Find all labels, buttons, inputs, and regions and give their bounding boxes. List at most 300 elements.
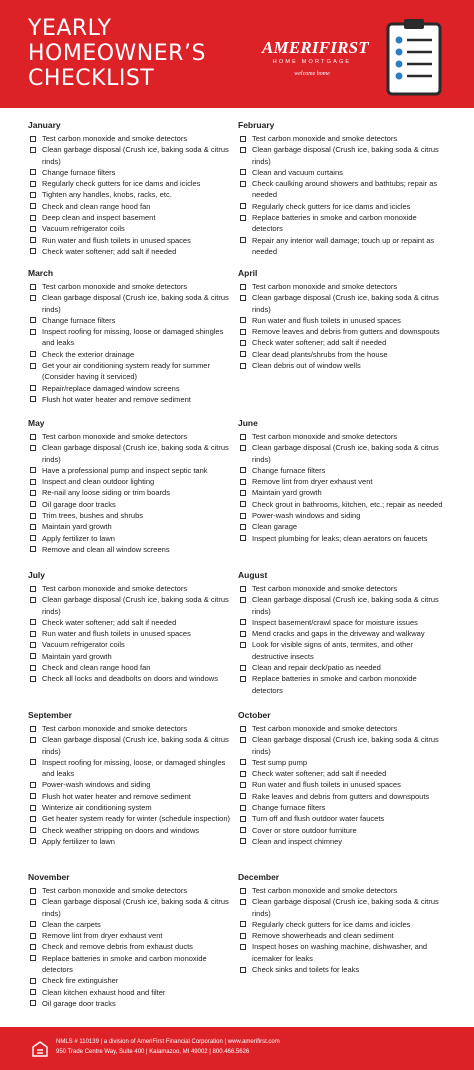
checklist-item-label: Flush hot water heater and remove sediment	[42, 791, 191, 801]
checkbox[interactable]	[30, 215, 36, 221]
checkbox[interactable]	[240, 793, 246, 799]
checklist-item-label: Check water softener; add salt if needed	[42, 617, 177, 627]
month-october	[238, 710, 446, 847]
checklist-item-label: Test carbon monoxide and smoke detectors	[42, 724, 188, 733]
checkbox[interactable]	[30, 642, 36, 648]
checklist-item-label: Clean the carpets	[42, 919, 101, 929]
checkbox[interactable]	[240, 203, 246, 209]
checkbox[interactable]	[30, 169, 36, 175]
checklist-item	[28, 757, 236, 780]
checkbox[interactable]	[30, 619, 36, 625]
checklist-item	[238, 133, 446, 144]
checklist-item	[28, 734, 236, 757]
checkbox[interactable]	[30, 490, 36, 496]
month-heading: February	[238, 120, 275, 130]
checkbox[interactable]	[30, 513, 36, 519]
checklist-item-label: Replace batteries in smoke and carbon monoxide detectors	[252, 674, 417, 695]
checkbox[interactable]	[30, 524, 36, 530]
checkbox[interactable]	[240, 631, 246, 637]
checkbox[interactable]	[240, 921, 246, 927]
checklist-item-label: Oil garage door tracks	[42, 998, 116, 1008]
checklist-item	[28, 349, 236, 360]
checklist-item-label: Clear dead plants/shrubs from the house	[252, 349, 388, 359]
checkbox[interactable]	[240, 586, 246, 592]
checkbox[interactable]	[30, 445, 36, 451]
title-line: YEARLY	[28, 16, 112, 41]
checklist-item-label: Get heater system ready for winter (schedule inspection)	[42, 814, 231, 824]
checkbox[interactable]	[30, 237, 36, 243]
checklist-item-label: Clean debris out of window wells	[252, 361, 361, 371]
checklist-item-label: Replace batteries in smoke and carbon monoxide detectors	[252, 213, 417, 234]
checklist-item	[238, 521, 446, 532]
checklist-item-label: Run water and flush toilets in unused spaces	[252, 780, 401, 790]
checklist-item	[28, 941, 236, 952]
checkbox[interactable]	[240, 513, 246, 519]
checklist-item-label: Inspect plumbing for leaks; clean aerators on faucets	[252, 533, 428, 543]
checklist-item	[238, 734, 446, 757]
footer-line-2: 950 Trade Centre Way, Suite 400 | Kalamazoo, MI 49002 | 800.466.5626	[56, 1049, 250, 1055]
checklist-item-label: Clean garbage disposal (Crush ice, baking soda & citrus rinds)	[252, 443, 439, 464]
checkbox[interactable]	[30, 737, 36, 743]
checklist-item	[238, 757, 446, 768]
checklist-item-label: Change furnace filters	[252, 803, 326, 813]
checkbox[interactable]	[30, 181, 36, 187]
month-august	[238, 570, 446, 696]
checkbox[interactable]	[30, 295, 36, 301]
checklist-item	[28, 487, 236, 498]
checklist-item	[28, 394, 236, 405]
checklist-item	[28, 521, 236, 532]
checkbox[interactable]	[240, 838, 246, 844]
checklist-item	[238, 281, 446, 292]
checklist-item	[28, 189, 236, 200]
checkbox[interactable]	[240, 597, 246, 603]
checkbox[interactable]	[240, 295, 246, 301]
checklist-item-label: Test carbon monoxide and smoke detectors	[252, 282, 398, 291]
month-december	[238, 872, 446, 975]
checklist-item	[238, 836, 446, 847]
checklist-item-label: Regularly check gutters for ice dams and icicles	[252, 919, 411, 929]
checkbox[interactable]	[30, 1000, 36, 1006]
title-line: CHECKLIST	[28, 66, 155, 91]
checklist-item	[238, 639, 446, 662]
checklist-item	[28, 594, 236, 617]
checklist-item	[238, 337, 446, 348]
checkbox[interactable]	[30, 944, 36, 950]
checklist-item-label: Flush hot water heater and remove sediment	[42, 394, 191, 404]
checklist-item-label: Maintain yard growth	[42, 522, 112, 532]
checklist-item	[28, 383, 236, 394]
checklist-item	[28, 930, 236, 941]
month-september	[28, 710, 236, 847]
checklist-item	[28, 533, 236, 544]
month-july	[28, 570, 236, 685]
checkbox[interactable]	[240, 619, 246, 625]
checklist-item-label: Test carbon monoxide and smoke detectors	[42, 134, 188, 143]
checkbox[interactable]	[30, 782, 36, 788]
checklist-item	[238, 723, 446, 734]
checklist-item-label: Check caulking around showers and bathtubs; repair as needed	[252, 179, 438, 200]
checklist-item	[28, 212, 236, 223]
checkbox[interactable]	[30, 385, 36, 391]
checklist-item-label: Mend cracks and gaps in the driveway and walkway	[252, 629, 425, 639]
checkbox[interactable]	[30, 434, 36, 440]
checklist-item	[28, 167, 236, 178]
checklist-item	[238, 178, 446, 201]
brand-tagline: welcome home	[294, 71, 330, 77]
checklist-item-label: Maintain yard growth	[252, 488, 322, 498]
checkbox[interactable]	[30, 479, 36, 485]
checkbox[interactable]	[30, 805, 36, 811]
checklist-item	[28, 476, 236, 487]
checklist-item	[28, 235, 236, 246]
checklist-item-label: Clean garbage disposal (Crush ice, baking soda & citrus rinds)	[42, 443, 229, 464]
checklist-item-label: Check and remove debris from exhaust ducts	[42, 942, 193, 952]
checkbox[interactable]	[240, 805, 246, 811]
checkbox[interactable]	[240, 490, 246, 496]
month-heading: September	[28, 710, 72, 720]
checklist-item-label: Trim trees, bushes and shrubs	[42, 511, 144, 521]
checklist-item	[238, 583, 446, 594]
checklist-item-label: Test carbon monoxide and smoke detectors	[252, 724, 398, 733]
checklist-item	[28, 360, 236, 383]
checkbox[interactable]	[30, 676, 36, 682]
brand-logo	[262, 38, 369, 77]
checklist-item-label: Regularly check gutters for ice dams and icicles	[42, 179, 201, 189]
checklist-item	[238, 791, 446, 802]
checklist-item	[28, 544, 236, 555]
month-june	[238, 418, 446, 544]
checklist-item-label: Test carbon monoxide and smoke detectors	[42, 432, 188, 441]
checklist-item-label: Clean garbage disposal (Crush ice, baking soda & citrus rinds)	[252, 145, 439, 166]
checklist-item-label: Clean garage	[252, 522, 298, 532]
checkbox[interactable]	[30, 351, 36, 357]
checklist-item-label: Maintain yard growth	[42, 651, 112, 661]
checkbox[interactable]	[240, 215, 246, 221]
checklist-item-label: Tighten any handles, knobs, racks, etc.	[42, 190, 172, 200]
checklist-item-label: Clean garbage disposal (Crush ice, baking soda & citrus rinds)	[252, 897, 439, 918]
checkbox[interactable]	[30, 827, 36, 833]
checkbox[interactable]	[240, 351, 246, 357]
checklist-item-label: Inspect hoses on washing machine, dishwasher, and icemaker for leaks	[252, 942, 428, 963]
checklist-item-label: Repair/replace damaged window screens	[42, 383, 180, 393]
checkbox[interactable]	[30, 284, 36, 290]
checklist-item	[238, 964, 446, 975]
checklist-item-label: Clean and repair deck/patio as needed	[252, 663, 381, 673]
checklist-item-label: Clean and inspect chimney	[252, 836, 343, 846]
checklist-item	[28, 431, 236, 442]
checklist-item	[28, 639, 236, 650]
checklist-item	[238, 825, 446, 836]
checklist-item-label: Test carbon monoxide and smoke detectors	[42, 886, 188, 895]
checklist-item-label: Remove lint from dryer exhaust vent	[252, 477, 373, 487]
checklist-item	[28, 651, 236, 662]
checkbox[interactable]	[240, 237, 246, 243]
checklist-item-label: Oil garage door tracks	[42, 499, 116, 509]
checklist-item-label: Check sinks and toilets for leaks	[252, 965, 360, 975]
checklist-item-label: Re-nail any loose siding or trim boards	[42, 488, 170, 498]
checkbox[interactable]	[30, 838, 36, 844]
checkbox[interactable]	[30, 726, 36, 732]
checklist-item	[28, 896, 236, 919]
checklist-item	[238, 802, 446, 813]
checklist-item	[238, 326, 446, 337]
checklist-item-label: Regularly check gutters for ice dams and icicles	[252, 201, 411, 211]
checkbox[interactable]	[240, 665, 246, 671]
checklist-item-label: Replace batteries in smoke and carbon monoxide detectors	[42, 953, 207, 975]
checkbox[interactable]	[30, 317, 36, 323]
checkbox[interactable]	[240, 967, 246, 973]
checklist-item	[28, 223, 236, 234]
checkbox[interactable]	[30, 989, 36, 995]
checkbox[interactable]	[240, 759, 246, 765]
checklist-item	[28, 281, 236, 292]
checklist-item	[28, 953, 236, 976]
checklist-item	[238, 315, 446, 326]
checklist-item-label: Check weather stripping on doors and windows	[42, 825, 200, 835]
page-title	[28, 16, 206, 91]
footer	[0, 1027, 474, 1070]
checklist-item-label: Inspect roofing for missing, loose or damaged shingles and leaks	[42, 327, 224, 348]
month-february	[238, 120, 446, 257]
checkbox[interactable]	[30, 955, 36, 961]
title-line: HOMEOWNER’S	[28, 41, 206, 66]
checkbox[interactable]	[240, 445, 246, 451]
checkbox[interactable]	[30, 546, 36, 552]
checklist-item-label: Clean garbage disposal (Crush ice, baking soda & citrus rinds)	[42, 735, 229, 756]
checklist-item-label: Test carbon monoxide and smoke detectors	[252, 432, 398, 441]
checklist-item	[28, 201, 236, 212]
checkbox[interactable]	[30, 665, 36, 671]
checklist-item-label: Run water and flush toilets in unused spaces	[42, 629, 191, 639]
checklist-item	[28, 617, 236, 628]
checkbox[interactable]	[240, 782, 246, 788]
checkbox[interactable]	[30, 888, 36, 894]
checkbox[interactable]	[240, 899, 246, 905]
checklist-item-label: Test carbon monoxide and smoke detectors	[42, 584, 188, 593]
checkbox[interactable]	[30, 203, 36, 209]
checkbox[interactable]	[240, 136, 246, 142]
checkbox[interactable]	[240, 147, 246, 153]
checklist-item-label: Check the exterior drainage	[42, 349, 135, 359]
checklist-item-label: Vacuum refrigerator coils	[42, 640, 125, 650]
checkbox[interactable]	[240, 284, 246, 290]
checkbox[interactable]	[240, 479, 246, 485]
checklist-item-label: Rake leaves and debris from gutters and downspouts	[252, 791, 430, 801]
checklist-item	[238, 349, 446, 360]
month-heading: June	[238, 418, 258, 428]
checkbox[interactable]	[240, 524, 246, 530]
checklist-item-label: Turn off and flush outdoor water faucets	[252, 814, 385, 824]
checkbox[interactable]	[30, 978, 36, 984]
checkbox[interactable]	[30, 329, 36, 335]
checkbox[interactable]	[30, 899, 36, 905]
checklist-item-label: Change furnace filters	[42, 167, 116, 177]
checklist-item	[238, 533, 446, 544]
checkbox[interactable]	[30, 147, 36, 153]
checklist-item	[28, 802, 236, 813]
checklist-item	[28, 919, 236, 930]
checklist-item-label: Have a professional pump and inspect septic tank	[42, 465, 208, 475]
checkbox[interactable]	[30, 535, 36, 541]
checkbox[interactable]	[30, 226, 36, 232]
checkbox[interactable]	[30, 586, 36, 592]
checkbox[interactable]	[30, 501, 36, 507]
header-banner	[0, 0, 474, 108]
checkbox[interactable]	[240, 642, 246, 648]
checkbox[interactable]	[240, 771, 246, 777]
checklist-item	[238, 167, 446, 178]
checklist-item-label: Clean kitchen exhaust hood and filter	[42, 987, 166, 997]
checkbox[interactable]	[30, 597, 36, 603]
checkbox[interactable]	[240, 467, 246, 473]
month-heading: November	[28, 872, 70, 882]
checkbox[interactable]	[240, 317, 246, 323]
checklist-item	[28, 315, 236, 326]
checklist-item	[28, 836, 236, 847]
checklist-item-label: Check water softener; add salt if needed	[42, 246, 177, 256]
checklist-item	[238, 768, 446, 779]
checkbox[interactable]	[30, 192, 36, 198]
checklist-item	[28, 813, 236, 824]
checkbox[interactable]	[240, 501, 246, 507]
checklist-item-label: Run water and flush toilets in unused spaces	[42, 235, 191, 245]
checkbox[interactable]	[240, 737, 246, 743]
month-april	[238, 268, 446, 371]
footer-line-1: NMLS # 110139 | a division of AmeriFirst Financial Corporation | www.amerifirst.com	[56, 1039, 280, 1045]
checkbox[interactable]	[30, 759, 36, 765]
checklist-item	[28, 662, 236, 673]
checkbox[interactable]	[240, 944, 246, 950]
checklist-item-label: Check and clean range hood fan	[42, 663, 151, 673]
checklist-item	[238, 896, 446, 919]
checkbox[interactable]	[240, 363, 246, 369]
checklist-item	[28, 628, 236, 639]
month-heading: December	[238, 872, 280, 882]
checklist-item	[28, 246, 236, 257]
checklist-item-label: Test carbon monoxide and smoke detectors	[252, 134, 398, 143]
checklist-item-label: Clean garbage disposal (Crush ice, baking soda & citrus rinds)	[252, 735, 439, 756]
checklist-item-label: Test carbon monoxide and smoke detectors	[42, 282, 188, 291]
checklist-item-label: Get your air conditioning system ready for summer (Consider having it serviced)	[42, 361, 210, 382]
checklist-item	[238, 476, 446, 487]
checklist-item	[238, 885, 446, 896]
checkbox[interactable]	[30, 631, 36, 637]
month-january	[28, 120, 236, 257]
checkbox[interactable]	[30, 921, 36, 927]
checkbox[interactable]	[240, 434, 246, 440]
checklist-item	[28, 825, 236, 836]
checkbox[interactable]	[240, 827, 246, 833]
checklist-item	[238, 617, 446, 628]
checkbox[interactable]	[30, 933, 36, 939]
checklist-item-label: Remove leaves and debris from gutters and downspouts	[252, 327, 440, 337]
checklist-item-label: Inspect and clean outdoor lighting	[42, 477, 155, 487]
checklist-item-label: Clean garbage disposal (Crush ice, baking soda & citrus rinds)	[42, 293, 229, 314]
clipboard-checklist-icon	[384, 16, 444, 96]
checklist-item-label: Apply fertilizer to lawn	[42, 533, 115, 543]
checklist-item	[238, 487, 446, 498]
checklist-item	[28, 499, 236, 510]
checklist-item	[238, 431, 446, 442]
checklist-item	[28, 292, 236, 315]
checkbox[interactable]	[240, 816, 246, 822]
checkbox[interactable]	[240, 726, 246, 732]
checklist-item-label: Clean garbage disposal (Crush ice, baking soda & citrus rinds)	[42, 595, 229, 616]
checkbox[interactable]	[30, 793, 36, 799]
checklist-item	[238, 499, 446, 510]
checklist-item-label: Deep clean and inspect basement	[42, 213, 156, 223]
checklist-item-label: Clean and vacuum curtains	[252, 167, 343, 177]
month-heading: March	[28, 268, 54, 278]
checkbox[interactable]	[240, 535, 246, 541]
checklist-item-label: Check fire extinguisher	[42, 976, 119, 986]
checkbox[interactable]	[30, 136, 36, 142]
month-march	[28, 268, 236, 405]
checkbox[interactable]	[240, 181, 246, 187]
checkbox[interactable]	[240, 676, 246, 682]
checklist-item	[238, 144, 446, 167]
checkbox[interactable]	[30, 816, 36, 822]
brand-name: AMERIFIRST	[262, 38, 369, 57]
brand-sub: HOME MORTGAGE	[272, 59, 352, 65]
checklist-item	[28, 975, 236, 986]
checklist-item-label: Clean garbage disposal (Crush ice, baking soda & citrus rinds)	[42, 145, 229, 166]
checkbox[interactable]	[30, 248, 36, 254]
checklist-item	[238, 360, 446, 371]
checkbox[interactable]	[30, 396, 36, 402]
checklist-item-label: Clean garbage disposal (Crush ice, baking soda & citrus rinds)	[42, 897, 229, 918]
checklist-item-label: Clean garbage disposal (Crush ice, baking soda & citrus rinds)	[252, 293, 439, 314]
checklist-item-label: Test carbon monoxide and smoke detectors	[252, 886, 398, 895]
checklist-item-label: Remove lint from dryer exhaust vent	[42, 931, 163, 941]
checklist-item-label: Check grout in bathrooms, kitchen, etc.; repair as needed	[252, 499, 443, 509]
checklist-item	[238, 594, 446, 617]
checklist-item-label: Check all locks and deadbolts on doors and windows	[42, 674, 218, 684]
checklist-item-label: Repair any interior wall damage; touch up or repaint as needed	[252, 235, 435, 256]
checklist-item	[238, 813, 446, 824]
checkbox[interactable]	[240, 329, 246, 335]
checklist-item	[28, 673, 236, 684]
month-heading: October	[238, 710, 271, 720]
checklist-item-label: Clean garbage disposal (Crush ice, baking soda & citrus rinds)	[252, 595, 439, 616]
checklist-item	[238, 662, 446, 673]
checklist-item-label: Remove and clean all window screens	[42, 544, 170, 554]
checklist-item	[238, 201, 446, 212]
checkbox[interactable]	[240, 169, 246, 175]
checklist-item	[28, 791, 236, 802]
checklist-item	[28, 133, 236, 144]
checkbox[interactable]	[30, 467, 36, 473]
checklist-item-label: Inspect basement/crawl space for moisture issues	[252, 617, 418, 627]
month-heading: January	[28, 120, 61, 130]
checklist-item-label: Apply fertilizer to lawn	[42, 836, 115, 846]
checklist-item-label: Inspect roofing for missing, loose, or damaged shingles and leaks	[42, 757, 226, 779]
checklist-item-label: Test carbon monoxide and smoke detectors	[252, 584, 398, 593]
checklist-item	[28, 987, 236, 998]
checkbox[interactable]	[240, 888, 246, 894]
checkbox[interactable]	[240, 340, 246, 346]
checklist-item-label: Remove showerheads and clean sediment	[252, 931, 394, 941]
checklist-item-label: Power-wash windows and siding	[42, 780, 151, 790]
checkbox[interactable]	[30, 653, 36, 659]
checklist-item-label: Look for visible signs of ants, termites, and other destructive insects	[252, 640, 413, 661]
checklist-item	[28, 465, 236, 476]
checklist-item	[238, 628, 446, 639]
checkbox[interactable]	[30, 363, 36, 369]
checklist-item-label: Check water softener; add salt if needed	[252, 338, 387, 348]
checkbox[interactable]	[240, 933, 246, 939]
